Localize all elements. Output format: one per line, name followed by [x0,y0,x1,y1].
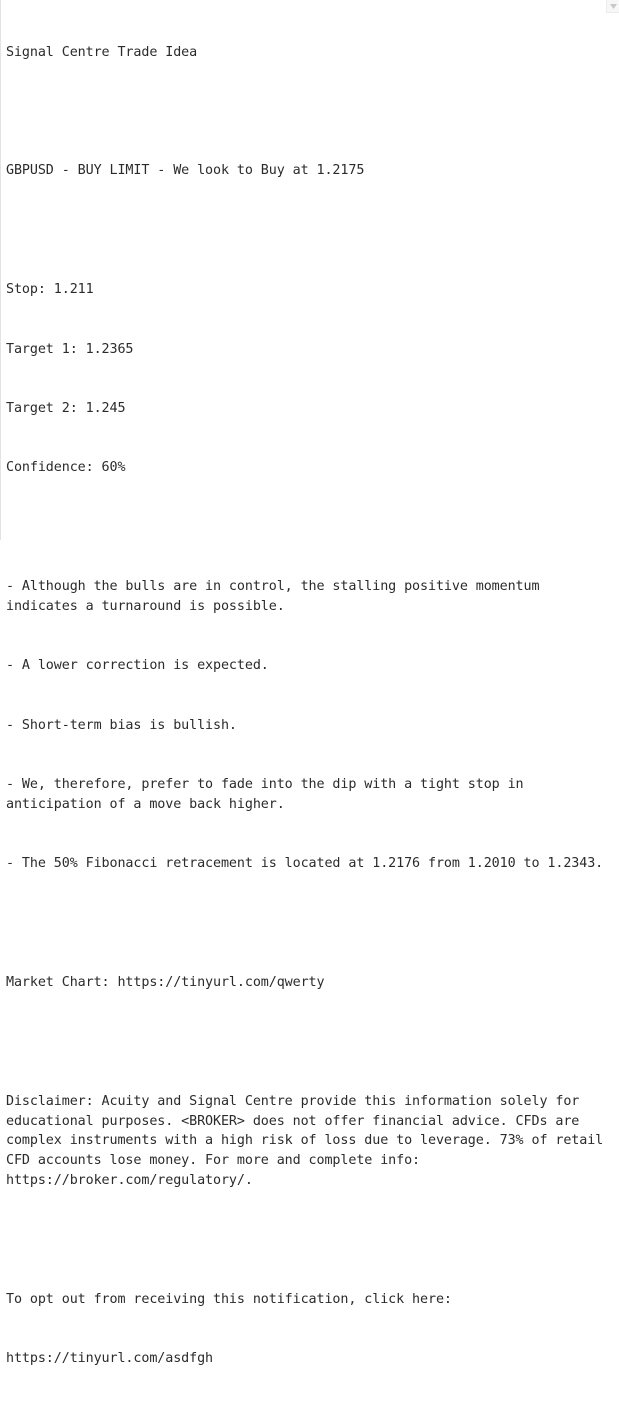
confidence-level: Confidence: 60% [6,460,126,476]
bullet-item: - We, therefore, prefer to fade into the dip with a tight stop in anticipation of a move back higher. [6,777,532,812]
disclaimer-text: Disclaimer: Acuity and Signal Centre provide this information solely for educational purposes. <BROKER> does not offer financial advice. CFDs are complex instruments with a high risk of loss due to leverage. 73% of retail CFD accounts lose money. For more and complete info: https://broker.com/regulatory/. [6,1093,612,1189]
spacer [6,518,606,538]
bullet-item: - Although the bulls are in control, the stalling positive momentum indicates a turnaround is possible. [6,579,548,614]
trade-headline: GBPUSD - BUY LIMIT - We look to Buy at 1.2175 [6,163,365,179]
message-title: Signal Centre Trade Idea [6,44,198,60]
caret-down-icon [610,4,617,9]
spacer [6,1230,606,1250]
market-chart-link[interactable]: Market Chart: https://tinyurl.com/qwerty [6,975,325,991]
bullet-item: - Short-term bias is bullish. [6,717,237,733]
spacer [6,102,606,122]
target-1-level: Target 1: 1.2365 [6,341,134,357]
target-2-level: Target 2: 1.245 [6,400,126,416]
message-body [6,3,612,1409]
bullet-item: - A lower correction is expected. [6,658,269,674]
spacer [6,1032,606,1052]
spacer [6,221,606,241]
spacer [6,914,606,934]
scroll-down-button[interactable] [606,0,619,13]
opt-out-text: To opt out from receiving this notification, click here: [6,1291,452,1307]
opt-out-link[interactable]: https://tinyurl.com/asdfgh [6,1351,214,1367]
stop-level: Stop: 1.211 [6,282,94,298]
bullet-item: - The 50% Fibonacci retracement is located at 1.2176 from 1.2010 to 1.2343. [6,856,604,872]
